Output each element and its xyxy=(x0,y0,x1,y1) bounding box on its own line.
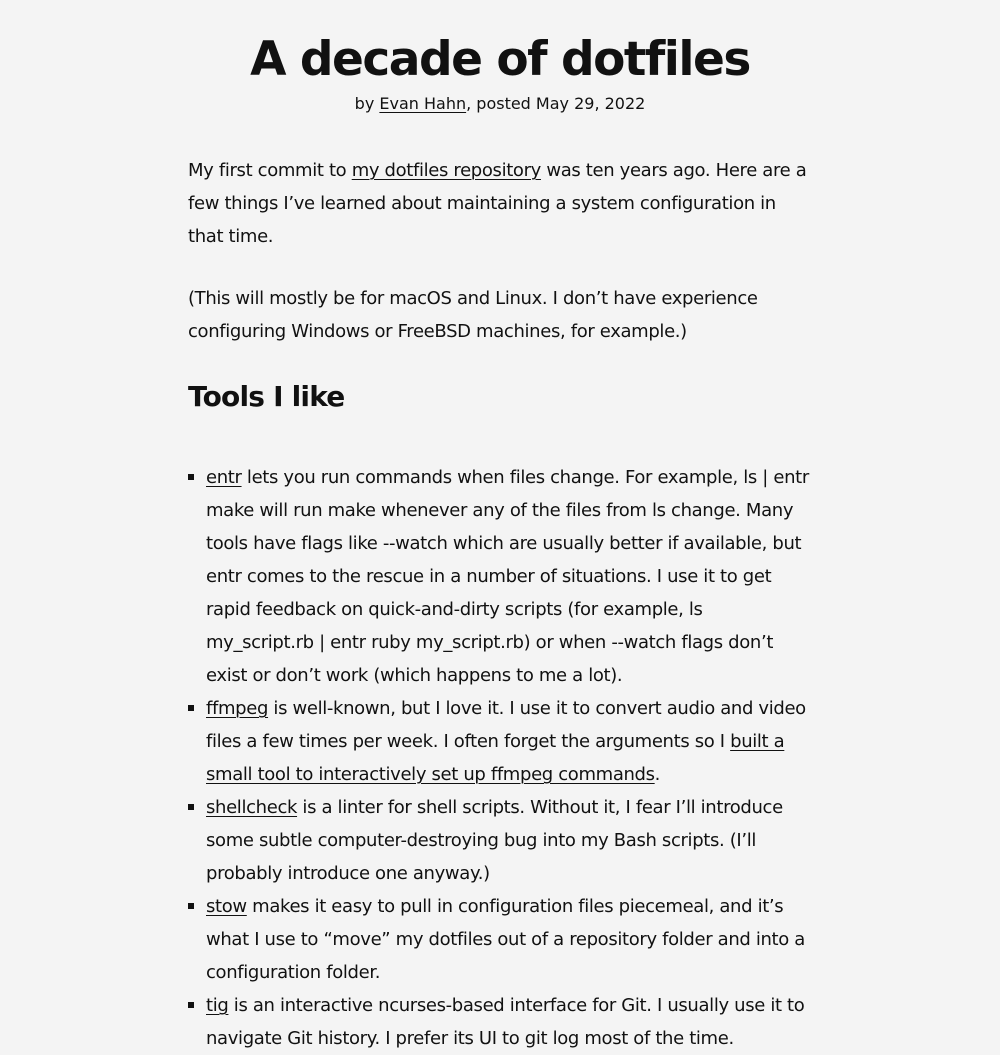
intro-text-end: was ten years ago. Here are a few things I’ve learned about maintaining a system configuration in that time. xyxy=(188,160,807,247)
section-heading-tools: Tools I like xyxy=(188,380,345,413)
shellcheck-description: is a linter for shell scripts. Without it, I fear I’ll introduce some subtle computer-destroying bug into my Bash scripts. (I’ll probably introduce one anyway.) xyxy=(206,797,783,884)
list-item-shellcheck xyxy=(188,791,813,890)
bullet-icon xyxy=(188,804,194,810)
ffmpeg-description: is well-known, but I love it. I use it to convert audio and video files a few times per week. I often forget the arguments so I xyxy=(206,698,806,752)
byline-prefix: by xyxy=(354,94,380,113)
shellcheck-link[interactable]: shellcheck xyxy=(206,797,298,818)
article-body xyxy=(188,154,813,1055)
author-link[interactable]: Evan Hahn xyxy=(379,94,467,113)
entr-description: lets you run commands when files change. For example, ls | entr make will run make whenever any of the files from ls change. Many tools have flags like --watch which are usually better if available, but entr comes to the rescue in a number of situations. I use it to get rapid feedback on quick-and-dirty scripts (for example, ls my_script.rb | entr ruby my_script.rb) or when --watch flags don’t exist or don’t work (which happens to me a lot). xyxy=(206,467,809,686)
ffmpeg-tool-link[interactable]: built a small tool to interactively set up ffmpeg commands xyxy=(206,731,785,785)
stow-description: makes it easy to pull in configuration files piecemeal, and it’s what I use to “move” my dotfiles out of a repository folder and into a configuration folder. xyxy=(206,896,805,983)
list-item-tig xyxy=(188,989,813,1055)
entr-link[interactable]: entr xyxy=(206,467,242,488)
byline xyxy=(0,93,1000,115)
bullet-icon xyxy=(188,474,194,480)
intro-paragraph xyxy=(188,154,813,253)
intro-text-start: My first commit to xyxy=(188,160,352,181)
bullet-icon xyxy=(188,1002,194,1008)
tig-description: is an interactive ncurses-based interface for Git. I usually use it to navigate Git history. I prefer its UI to git log most of the time. xyxy=(206,995,805,1049)
tig-link[interactable]: tig xyxy=(206,995,229,1016)
list-item-entr xyxy=(188,461,813,692)
stow-link[interactable]: stow xyxy=(206,896,247,917)
tools-list xyxy=(188,461,813,1055)
page-title: A decade of dotfiles xyxy=(250,32,750,87)
bullet-icon xyxy=(188,903,194,909)
bullet-icon xyxy=(188,705,194,711)
platform-note-paragraph: (This will mostly be for macOS and Linux. I don’t have experience configuring Windows or FreeBSD machines, for example.) xyxy=(188,288,758,342)
list-item-ffmpeg xyxy=(188,692,813,791)
dotfiles-repository-link[interactable]: my dotfiles repository xyxy=(351,160,541,181)
ffmpeg-description-end: . xyxy=(654,764,661,785)
ffmpeg-link[interactable]: ffmpeg xyxy=(206,698,269,719)
list-item-stow xyxy=(188,890,813,989)
byline-date: , posted May 29, 2022 xyxy=(466,94,646,113)
